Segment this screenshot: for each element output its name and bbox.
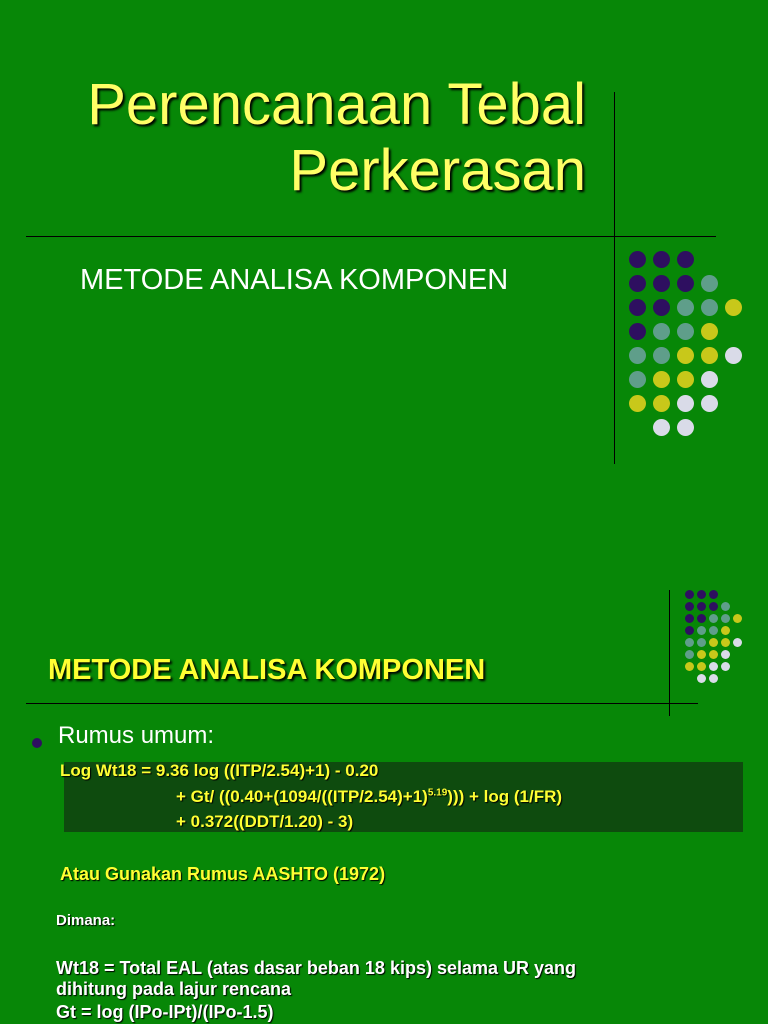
- formula-line-2-end: ))) + log (1/FR): [447, 787, 563, 806]
- decorative-dot: [697, 614, 706, 623]
- decorative-dot: [701, 275, 718, 292]
- decorative-dot: [653, 371, 670, 388]
- decorative-dot: [709, 614, 718, 623]
- decorative-dot: [685, 662, 694, 671]
- decorative-dot: [677, 275, 694, 292]
- horizontal-rule: [26, 236, 716, 237]
- decorative-dot: [653, 323, 670, 340]
- decorative-dot: [697, 650, 706, 659]
- decorative-dot: [685, 638, 694, 647]
- formula-exponent: 5.19: [427, 787, 448, 799]
- decorative-dot: [685, 650, 694, 659]
- decorative-dot: [725, 299, 742, 316]
- decorative-dot: [725, 347, 742, 364]
- formula-line-3: + 0.372((DDT/1.20) - 3): [176, 812, 354, 831]
- decorative-dot: [701, 299, 718, 316]
- aashto-note: Atau Gunakan Rumus AASHTO (1972): [60, 864, 386, 884]
- decorative-dot: [653, 275, 670, 292]
- definition-wt18: [56, 958, 576, 1000]
- decorative-dot: [629, 347, 646, 364]
- dimana-label: Dimana:: [56, 912, 116, 929]
- decorative-dot: [709, 662, 718, 671]
- decorative-dot: [721, 638, 730, 647]
- decorative-dot: [677, 299, 694, 316]
- decorative-dot: [721, 602, 730, 611]
- vertical-rule: [614, 92, 615, 464]
- decorative-dot: [653, 299, 670, 316]
- decorative-dot: [677, 395, 694, 412]
- slide-title: [87, 72, 586, 204]
- definition-wt18-line1: Wt18 = Total EAL (atas dasar beban 18 kips) selama UR yang: [56, 958, 577, 978]
- decorative-dot: [697, 602, 706, 611]
- decorative-dot: [685, 626, 694, 635]
- decorative-dot: [721, 662, 730, 671]
- decorative-dot: [697, 626, 706, 635]
- decorative-dot: [685, 614, 694, 623]
- title-line-2: Perkerasan: [289, 138, 586, 203]
- decorative-dot: [721, 614, 730, 623]
- decorative-dot: [629, 251, 646, 268]
- decorative-dot: [629, 395, 646, 412]
- slide-heading: METODE ANALISA KOMPONEN: [48, 654, 486, 686]
- slide-subtitle: METODE ANALISA KOMPONEN: [80, 264, 509, 296]
- decorative-dot: [629, 275, 646, 292]
- decorative-dot: [721, 626, 730, 635]
- decorative-dot: [701, 371, 718, 388]
- formula-line-1: Log Wt18 = 9.36 log ((ITP/2.54)+1) - 0.20: [60, 761, 379, 780]
- decorative-dot: [629, 323, 646, 340]
- slide-2: [0, 512, 768, 1024]
- decorative-dot: [677, 251, 694, 268]
- formula-line-2: [176, 787, 562, 807]
- definition-wt18-line2: dihitung pada lajur rencana: [56, 979, 292, 999]
- decorative-dot: [629, 371, 646, 388]
- decorative-dot: [629, 299, 646, 316]
- decorative-dot: [677, 347, 694, 364]
- decorative-dot: [653, 251, 670, 268]
- decorative-dot: [709, 650, 718, 659]
- decorative-dot: [733, 638, 742, 647]
- decorative-dot: [721, 650, 730, 659]
- decorative-dot: [701, 323, 718, 340]
- decorative-dot: [653, 419, 670, 436]
- decorative-dot: [733, 614, 742, 623]
- decorative-dot: [653, 395, 670, 412]
- decorative-dot: [653, 347, 670, 364]
- decorative-dot: [697, 590, 706, 599]
- horizontal-rule: [26, 703, 698, 704]
- decorative-dot: [697, 674, 706, 683]
- decorative-dot: [709, 638, 718, 647]
- decorative-dot: [677, 419, 694, 436]
- decorative-dot: [709, 602, 718, 611]
- bullet-text: Rumus umum:: [58, 722, 215, 749]
- decorative-dot: [685, 602, 694, 611]
- definition-gt: Gt = log (IPo-IPt)/(IPo-1.5): [56, 1002, 274, 1022]
- decorative-dot: [677, 371, 694, 388]
- title-line-1: Perencanaan Tebal: [87, 72, 586, 137]
- decorative-dot: [709, 626, 718, 635]
- vertical-rule: [669, 590, 670, 716]
- decorative-dot: [685, 590, 694, 599]
- decorative-dot: [701, 347, 718, 364]
- decorative-dot: [677, 323, 694, 340]
- decorative-dot: [697, 662, 706, 671]
- formula-line-2-main: + Gt/ ((0.40+(1094/((ITP/2.54)+1): [176, 787, 428, 806]
- decorative-dot: [709, 590, 718, 599]
- decorative-dot: [701, 395, 718, 412]
- bullet-icon: [32, 738, 42, 748]
- decorative-dot: [697, 638, 706, 647]
- decorative-dot: [709, 674, 718, 683]
